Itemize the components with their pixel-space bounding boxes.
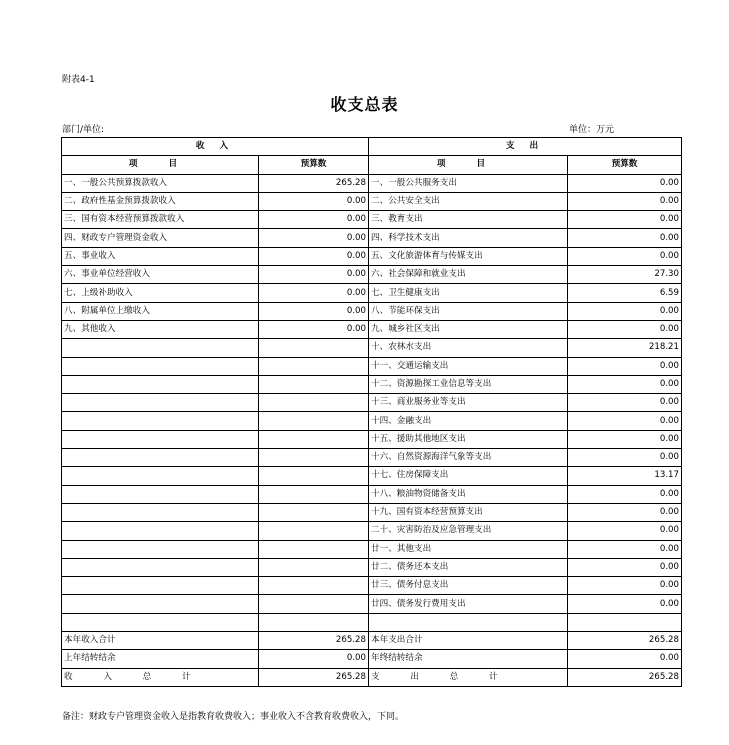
income-item-cell xyxy=(62,430,259,448)
table-row xyxy=(62,247,682,265)
expense-amount-cell: 0.00 xyxy=(568,650,682,668)
expense-item-cell: 十二、资源勘探工业信息等支出 xyxy=(369,375,568,393)
income-item-cell: 五、事业收入 xyxy=(62,247,259,265)
table-row xyxy=(62,302,682,320)
expense-amount-cell: 0.00 xyxy=(568,577,682,595)
expense-amount-cell: 0.00 xyxy=(568,302,682,320)
grand-total-row xyxy=(62,668,682,686)
table-row xyxy=(62,613,682,631)
income-budget-header: 预算数 xyxy=(259,156,369,174)
table-row xyxy=(62,266,682,284)
expense-amount-cell xyxy=(568,613,682,631)
expense-amount-cell: 265.28 xyxy=(568,632,682,650)
expense-amount-cell: 0.00 xyxy=(568,503,682,521)
income-item-cell: 本年收入合计 xyxy=(62,632,259,650)
table-row xyxy=(62,339,682,357)
expense-amount-cell: 0.00 xyxy=(568,485,682,503)
income-amount-cell xyxy=(259,430,369,448)
income-item-cell xyxy=(62,613,259,631)
income-amount-cell xyxy=(259,375,369,393)
expense-item-cell: 八、节能环保支出 xyxy=(369,302,568,320)
expense-item-cell: 三、教育支出 xyxy=(369,211,568,229)
expense-amount-cell: 0.00 xyxy=(568,412,682,430)
table-row xyxy=(62,595,682,613)
income-amount-cell: 0.00 xyxy=(259,229,369,247)
total-row xyxy=(62,650,682,668)
table-row xyxy=(62,320,682,338)
income-amount-cell: 0.00 xyxy=(259,302,369,320)
expense-item-header: 项 目 xyxy=(369,156,568,174)
attachment-label: 附表4-1 xyxy=(62,75,95,85)
expense-item-cell: 十六、自然资源海洋气象等支出 xyxy=(369,449,568,467)
table-row xyxy=(62,284,682,302)
expense-amount-cell: 0.00 xyxy=(568,229,682,247)
income-item-cell: 上年结转结余 xyxy=(62,650,259,668)
expense-amount-cell: 0.00 xyxy=(568,192,682,210)
income-amount-cell: 0.00 xyxy=(259,247,369,265)
table-subheader-row xyxy=(62,156,682,174)
expense-total-amount: 265.28 xyxy=(568,668,682,686)
income-amount-cell xyxy=(259,449,369,467)
expense-item-cell: 四、科学技术支出 xyxy=(369,229,568,247)
income-amount-cell: 0.00 xyxy=(259,320,369,338)
table-row xyxy=(62,485,682,503)
expense-item-cell: 二十、灾害防治及应急管理支出 xyxy=(369,522,568,540)
income-item-cell xyxy=(62,467,259,485)
income-amount-cell: 265.28 xyxy=(259,632,369,650)
income-item-cell xyxy=(62,394,259,412)
table-row xyxy=(62,430,682,448)
expense-amount-cell: 0.00 xyxy=(568,540,682,558)
income-amount-cell xyxy=(259,339,369,357)
expense-item-cell: 本年支出合计 xyxy=(369,632,568,650)
expense-item-cell: 十三、商业服务业等支出 xyxy=(369,394,568,412)
expense-amount-cell: 27.30 xyxy=(568,266,682,284)
expense-amount-cell: 0.00 xyxy=(568,247,682,265)
expense-item-cell: 十八、粮油物资储备支出 xyxy=(369,485,568,503)
table-row xyxy=(62,357,682,375)
expense-item-cell: 廿三、债务付息支出 xyxy=(369,577,568,595)
expense-item-cell: 廿四、债务发行费用支出 xyxy=(369,595,568,613)
expense-amount-cell: 0.00 xyxy=(568,320,682,338)
table-row xyxy=(62,467,682,485)
income-amount-cell: 265.28 xyxy=(259,174,369,192)
table-row xyxy=(62,229,682,247)
income-amount-cell: 0.00 xyxy=(259,211,369,229)
expense-amount-cell: 13.17 xyxy=(568,467,682,485)
income-item-header: 项 目 xyxy=(62,156,259,174)
income-total-label: 收 入 总 计 xyxy=(62,668,259,686)
income-amount-cell xyxy=(259,558,369,576)
income-item-cell: 八、附属单位上缴收入 xyxy=(62,302,259,320)
expense-header: 支 出 xyxy=(369,138,682,156)
income-item-cell: 七、上级补助收入 xyxy=(62,284,259,302)
expense-budget-header: 预算数 xyxy=(568,156,682,174)
table-row xyxy=(62,211,682,229)
income-item-cell: 九、其他收入 xyxy=(62,320,259,338)
expense-amount-cell: 0.00 xyxy=(568,430,682,448)
income-amount-cell xyxy=(259,613,369,631)
income-item-cell xyxy=(62,522,259,540)
income-item-cell xyxy=(62,412,259,430)
expense-item-cell: 一、一般公共服务支出 xyxy=(369,174,568,192)
income-item-cell xyxy=(62,503,259,521)
unit-label: 单位：万元 xyxy=(569,125,615,135)
expense-item-cell: 六、社会保障和就业支出 xyxy=(369,266,568,284)
income-amount-cell xyxy=(259,522,369,540)
footnote: 备注：财政专户管理资金收入是指教育收费收入；事业收入不含教育收费收入，下同。 xyxy=(62,712,405,722)
income-item-cell xyxy=(62,540,259,558)
expense-item-cell: 十九、国有资本经营预算支出 xyxy=(369,503,568,521)
income-item-cell xyxy=(62,558,259,576)
expense-item-cell: 五、文化旅游体育与传媒支出 xyxy=(369,247,568,265)
expense-item-cell: 十四、金融支出 xyxy=(369,412,568,430)
expense-item-cell: 二、公共安全支出 xyxy=(369,192,568,210)
table-row xyxy=(62,375,682,393)
expense-item-cell: 年终结转结余 xyxy=(369,650,568,668)
income-item-cell xyxy=(62,339,259,357)
income-amount-cell xyxy=(259,357,369,375)
income-amount-cell: 0.00 xyxy=(259,284,369,302)
income-item-cell: 一、一般公共预算拨款收入 xyxy=(62,174,259,192)
table-row xyxy=(62,558,682,576)
expense-amount-cell: 218.21 xyxy=(568,339,682,357)
expense-item-cell xyxy=(369,613,568,631)
income-item-cell: 四、财政专户管理资金收入 xyxy=(62,229,259,247)
income-amount-cell xyxy=(259,485,369,503)
expense-amount-cell: 0.00 xyxy=(568,357,682,375)
expense-item-cell: 九、城乡社区支出 xyxy=(369,320,568,338)
income-amount-cell xyxy=(259,595,369,613)
income-amount-cell xyxy=(259,412,369,430)
income-item-cell: 二、政府性基金预算拨款收入 xyxy=(62,192,259,210)
total-row xyxy=(62,632,682,650)
table-row xyxy=(62,522,682,540)
expense-item-cell: 十五、援助其他地区支出 xyxy=(369,430,568,448)
income-amount-cell xyxy=(259,503,369,521)
expense-item-cell: 十一、交通运输支出 xyxy=(369,357,568,375)
income-amount-cell xyxy=(259,577,369,595)
expense-amount-cell: 0.00 xyxy=(568,375,682,393)
expense-amount-cell: 0.00 xyxy=(568,522,682,540)
income-amount-cell xyxy=(259,394,369,412)
expense-amount-cell: 0.00 xyxy=(568,595,682,613)
expense-amount-cell: 0.00 xyxy=(568,211,682,229)
table-header-row xyxy=(62,138,682,156)
department-label: 部门/单位: xyxy=(62,125,105,135)
income-item-cell xyxy=(62,485,259,503)
table-row xyxy=(62,394,682,412)
table-row xyxy=(62,192,682,210)
income-item-cell xyxy=(62,375,259,393)
income-amount-cell: 0.00 xyxy=(259,266,369,284)
income-item-cell: 六、事业单位经营收入 xyxy=(62,266,259,284)
income-total-amount: 265.28 xyxy=(259,668,369,686)
income-amount-cell: 0.00 xyxy=(259,650,369,668)
expense-amount-cell: 6.59 xyxy=(568,284,682,302)
expense-item-cell: 廿二、债务还本支出 xyxy=(369,558,568,576)
totals-body xyxy=(62,632,682,669)
expense-item-cell: 十、农林水支出 xyxy=(369,339,568,357)
income-item-cell: 三、国有资本经营预算拨款收入 xyxy=(62,211,259,229)
income-amount-cell xyxy=(259,467,369,485)
expense-amount-cell: 0.00 xyxy=(568,449,682,467)
income-item-cell xyxy=(62,357,259,375)
expense-amount-cell: 0.00 xyxy=(568,174,682,192)
income-header: 收 入 xyxy=(62,138,369,156)
expense-amount-cell: 0.00 xyxy=(568,394,682,412)
expense-total-label: 支 出 总 计 xyxy=(369,668,568,686)
table-row xyxy=(62,449,682,467)
table-body xyxy=(62,174,682,631)
table-row xyxy=(62,412,682,430)
income-amount-cell: 0.00 xyxy=(259,192,369,210)
expense-item-cell: 廿一、其他支出 xyxy=(369,540,568,558)
budget-table xyxy=(61,137,682,687)
expense-item-cell: 七、卫生健康支出 xyxy=(369,284,568,302)
income-amount-cell xyxy=(259,540,369,558)
table-row xyxy=(62,174,682,192)
income-item-cell xyxy=(62,449,259,467)
table-row xyxy=(62,577,682,595)
income-item-cell xyxy=(62,595,259,613)
page-title: 收支总表 xyxy=(330,95,399,114)
expense-item-cell: 十七、住房保障支出 xyxy=(369,467,568,485)
table-row xyxy=(62,503,682,521)
table-row xyxy=(62,540,682,558)
expense-amount-cell: 0.00 xyxy=(568,558,682,576)
income-item-cell xyxy=(62,577,259,595)
